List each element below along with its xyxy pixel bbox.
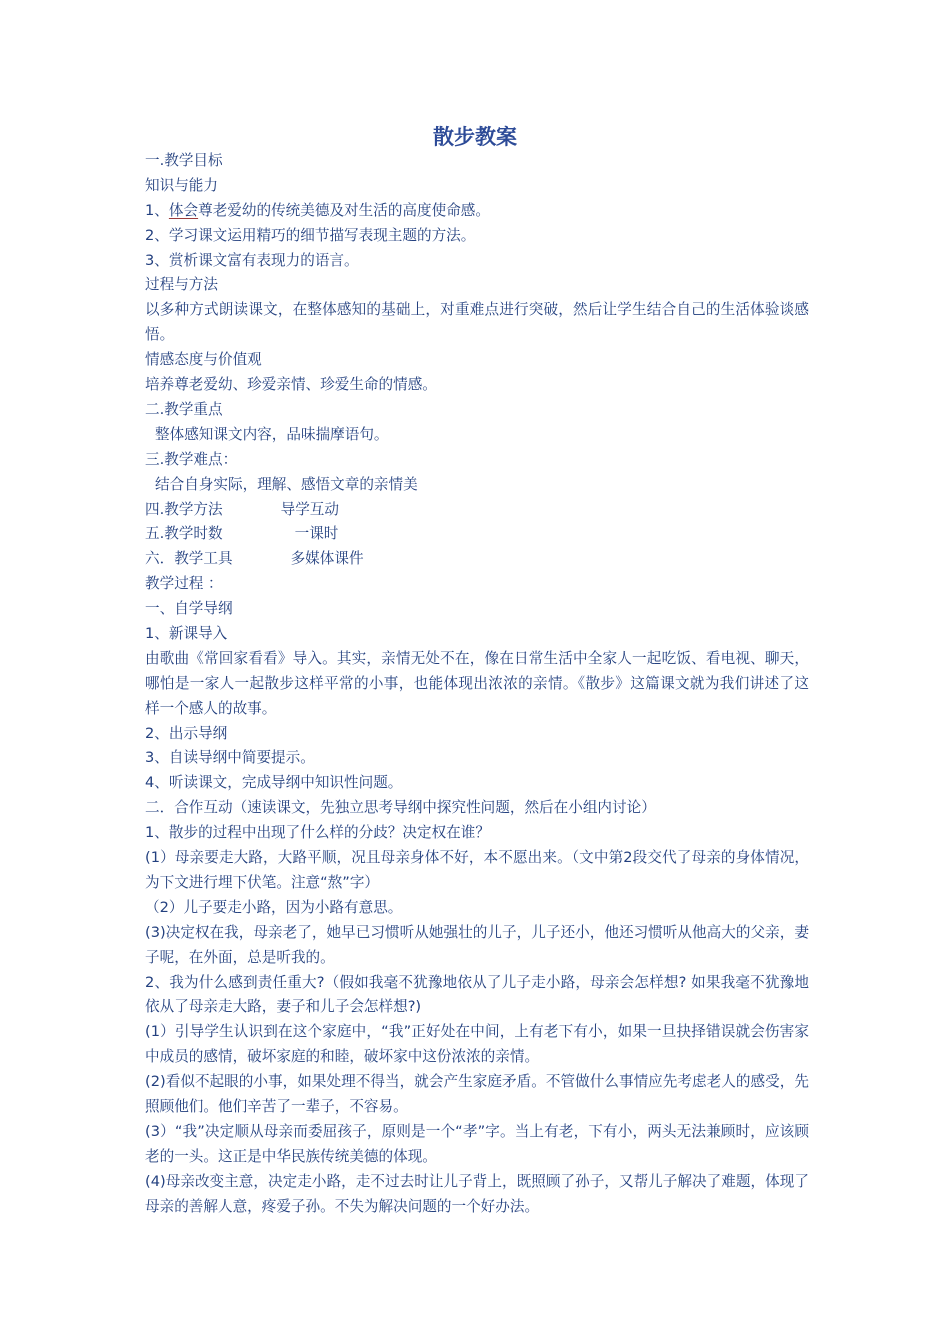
field-value: 一课时 (294, 525, 339, 543)
paragraph-line: 结合自身实际，理解、感悟文章的亲情美 (155, 475, 418, 493)
paragraph-line: 3、自读导纲中简要提示。 (145, 749, 315, 767)
paragraph-line: （2）儿子要走小路，因为小路有意思。 (145, 898, 403, 916)
paragraph-line: 情感态度与价值观 (145, 351, 262, 369)
document-title: 散步教案 (433, 125, 517, 149)
paragraph-line: 知识与能力 (145, 176, 218, 194)
paragraph-line: 整体感知课文内容，品味揣摩语句。 (155, 425, 389, 443)
paragraph-line: (3）“我”决定顺从母亲而委屈孩子，原则是一个“孝”字。当上有老，下有小，两头无法兼顾时，应该顾老的一头。这正是中华民族传统美德的体现。 (145, 1122, 809, 1165)
field-value: 多媒体课件 (290, 550, 364, 568)
paragraph-line (145, 522, 809, 547)
document-body (145, 149, 809, 1220)
field-value: 导学互动 (280, 500, 339, 518)
underlined-term: 体会 (168, 201, 199, 219)
field-label: 六．教学工具 (145, 550, 233, 568)
paragraph-line: 一.教学目标 (145, 152, 223, 169)
list-number: 1、 (145, 201, 169, 219)
paragraph-line: 4、听读课文，完成导纲中知识性问题。 (145, 774, 403, 792)
field-label: 四.教学方法 (145, 500, 223, 518)
paragraph-line: 2、我为什么感到责任重大?（假如我毫不犹豫地依从了儿子走小路，母亲会怎样想? 如果我毫不犹豫地依从了母亲走大路，妻子和儿子会怎样想?) (145, 973, 809, 1016)
paragraph-line: 一、自学导纲 (145, 600, 233, 618)
paragraph-line: (4)母亲改变主意，决定走小路，走不过去时让儿子背上，既照顾了孙子，又帮儿子解决了难题，体现了母亲的善解人意，疼爱子孙。不失为解决问题的一个好办法。 (145, 1172, 809, 1215)
paragraph-line: 1、散步的过程中出现了什么样的分歧？决定权在谁？ (145, 824, 490, 842)
paragraph-line: 三.教学难点： (145, 450, 238, 468)
paragraph-line: 二.教学重点 (145, 400, 223, 418)
paragraph-line: 3、赏析课文富有表现力的语言。 (145, 251, 359, 269)
paragraph-line: 培养尊老爱幼、珍爱亲情、珍爱生命的情感。 (145, 376, 437, 394)
paragraph-line: (2)看似不起眼的小事，如果处理不得当，就会产生家庭矛盾。不管做什么事情应先考虑老人的感受，先照顾他们。他们辛苦了一辈子，不容易。 (145, 1073, 809, 1116)
paragraph-line: 2、学习课文运用精巧的细节描写表现主题的方法。 (145, 226, 476, 244)
field-label: 五.教学时数 (145, 525, 223, 543)
paragraph-line: 1、新课导入 (145, 624, 228, 642)
line-text: 尊老爱幼的传统美德及对生活的高度使命感。 (198, 201, 490, 219)
paragraph-line: 2、出示导纲 (145, 724, 228, 742)
paragraph-line: 二．合作互动（速读课文，先独立思考导纲中探究性问题，然后在小组内讨论） (145, 799, 656, 817)
paragraph-line: (1）引导学生认识到在这个家庭中，“我”正好处在中间，上有老下有小，如果一旦抉择错误就会伤害家中成员的感情，破坏家庭的和睦，破坏家中这份浓浓的亲情。 (145, 1023, 809, 1066)
paragraph-line: 教学过程 ： (145, 575, 223, 593)
paragraph-line: 以多种方式朗读课文，在整体感知的基础上，对重难点进行突破，然后让学生结合自己的生活体验谈感悟。 (145, 301, 809, 344)
paragraph-line: 过程与方法 (145, 276, 218, 294)
paragraph-line (145, 547, 809, 572)
paragraph-line (145, 199, 809, 224)
paragraph-line (145, 498, 809, 523)
paragraph-line: (3)决定权在我，母亲老了，她早已习惯听从她强壮的儿子，儿子还小，他还习惯听从他高大的父亲，妻子呢，在外面，总是听我的。 (145, 923, 809, 966)
paragraph-line: 由歌曲《常回家看看》导入。其实，亲情无处不在，像在日常生活中全家人一起吃饭、看电视、聊天，哪怕是一家人一起散步这样平常的小事，也能体现出浓浓的亲情。《散步》这篇课文就为我们讲述了这样一个感人的故事。 (145, 649, 809, 717)
paragraph-line: (1）母亲要走大路，大路平顺，况且母亲身体不好，本不愿出来。（文中第2段交代了母亲的身体情况，为下文进行埋下伏笔。注意“熬”字） (145, 849, 809, 891)
